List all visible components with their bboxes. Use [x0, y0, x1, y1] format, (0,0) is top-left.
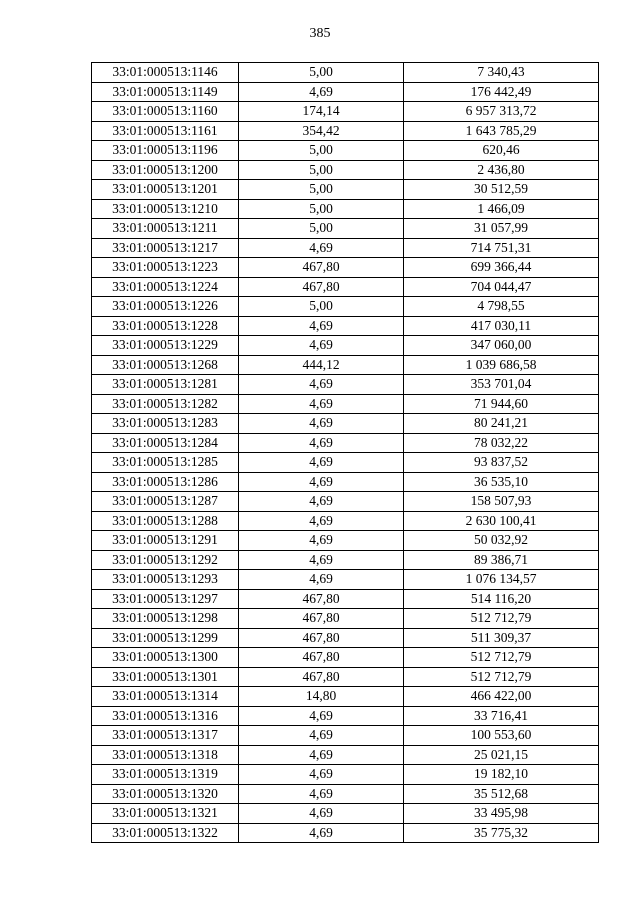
table-row [92, 453, 599, 473]
table-row [92, 258, 599, 278]
table-row [92, 355, 599, 375]
value-cell: 5,00 [239, 141, 404, 161]
amount-cell: 50 032,92 [404, 531, 599, 551]
cadastral-number-cell: 33:01:000513:1268 [92, 355, 239, 375]
value-cell: 4,69 [239, 414, 404, 434]
amount-cell: 33 495,98 [404, 804, 599, 824]
amount-cell: 36 535,10 [404, 472, 599, 492]
value-cell: 5,00 [239, 199, 404, 219]
cadastral-number-cell: 33:01:000513:1226 [92, 297, 239, 317]
amount-cell: 1 643 785,29 [404, 121, 599, 141]
table-row [92, 706, 599, 726]
cadastral-number-cell: 33:01:000513:1297 [92, 589, 239, 609]
amount-cell: 2 436,80 [404, 160, 599, 180]
table-row [92, 823, 599, 843]
cadastral-number-cell: 33:01:000513:1210 [92, 199, 239, 219]
cadastral-number-cell: 33:01:000513:1286 [92, 472, 239, 492]
value-cell: 467,80 [239, 628, 404, 648]
value-cell: 5,00 [239, 219, 404, 239]
cadastral-number-cell: 33:01:000513:1223 [92, 258, 239, 278]
cadastral-number-cell: 33:01:000513:1299 [92, 628, 239, 648]
value-cell: 4,69 [239, 726, 404, 746]
value-cell: 444,12 [239, 355, 404, 375]
table-row [92, 804, 599, 824]
cadastral-number-cell: 33:01:000513:1291 [92, 531, 239, 551]
amount-cell: 89 386,71 [404, 550, 599, 570]
value-cell: 4,69 [239, 550, 404, 570]
amount-cell: 25 021,15 [404, 745, 599, 765]
value-cell: 4,69 [239, 375, 404, 395]
value-cell: 467,80 [239, 648, 404, 668]
cadastral-number-cell: 33:01:000513:1228 [92, 316, 239, 336]
table-row [92, 102, 599, 122]
amount-cell: 699 366,44 [404, 258, 599, 278]
data-table [91, 62, 599, 843]
cadastral-number-cell: 33:01:000513:1300 [92, 648, 239, 668]
cadastral-number-cell: 33:01:000513:1224 [92, 277, 239, 297]
value-cell: 354,42 [239, 121, 404, 141]
value-cell: 4,69 [239, 804, 404, 824]
amount-cell: 347 060,00 [404, 336, 599, 356]
table-row [92, 784, 599, 804]
table-row [92, 199, 599, 219]
value-cell: 4,69 [239, 453, 404, 473]
value-cell: 174,14 [239, 102, 404, 122]
amount-cell: 4 798,55 [404, 297, 599, 317]
table-row [92, 648, 599, 668]
amount-cell: 512 712,79 [404, 648, 599, 668]
value-cell: 4,69 [239, 706, 404, 726]
value-cell: 14,80 [239, 687, 404, 707]
cadastral-number-cell: 33:01:000513:1316 [92, 706, 239, 726]
value-cell: 4,69 [239, 745, 404, 765]
cadastral-number-cell: 33:01:000513:1161 [92, 121, 239, 141]
table-body [92, 63, 599, 843]
table-row [92, 628, 599, 648]
value-cell: 4,69 [239, 82, 404, 102]
value-cell: 4,69 [239, 511, 404, 531]
cadastral-number-cell: 33:01:000513:1282 [92, 394, 239, 414]
table-row [92, 687, 599, 707]
table-row [92, 316, 599, 336]
amount-cell: 1 039 686,58 [404, 355, 599, 375]
table-row [92, 745, 599, 765]
amount-cell: 176 442,49 [404, 82, 599, 102]
cadastral-number-cell: 33:01:000513:1284 [92, 433, 239, 453]
amount-cell: 714 751,31 [404, 238, 599, 258]
value-cell: 4,69 [239, 570, 404, 590]
table-row [92, 219, 599, 239]
table-row [92, 433, 599, 453]
amount-cell: 512 712,79 [404, 609, 599, 629]
amount-cell: 33 716,41 [404, 706, 599, 726]
table-row [92, 667, 599, 687]
value-cell: 467,80 [239, 589, 404, 609]
amount-cell: 512 712,79 [404, 667, 599, 687]
table-row [92, 180, 599, 200]
value-cell: 467,80 [239, 667, 404, 687]
amount-cell: 620,46 [404, 141, 599, 161]
table-row [92, 336, 599, 356]
cadastral-number-cell: 33:01:000513:1196 [92, 141, 239, 161]
table-row [92, 589, 599, 609]
amount-cell: 158 507,93 [404, 492, 599, 512]
cadastral-number-cell: 33:01:000513:1283 [92, 414, 239, 434]
value-cell: 4,69 [239, 336, 404, 356]
table-row [92, 609, 599, 629]
amount-cell: 30 512,59 [404, 180, 599, 200]
table-row [92, 394, 599, 414]
cadastral-number-cell: 33:01:000513:1281 [92, 375, 239, 395]
value-cell: 5,00 [239, 297, 404, 317]
cadastral-number-cell: 33:01:000513:1201 [92, 180, 239, 200]
cadastral-number-cell: 33:01:000513:1200 [92, 160, 239, 180]
value-cell: 4,69 [239, 823, 404, 843]
cadastral-number-cell: 33:01:000513:1317 [92, 726, 239, 746]
amount-cell: 31 057,99 [404, 219, 599, 239]
table-row [92, 492, 599, 512]
cadastral-number-cell: 33:01:000513:1319 [92, 765, 239, 785]
value-cell: 4,69 [239, 492, 404, 512]
amount-cell: 71 944,60 [404, 394, 599, 414]
value-cell: 5,00 [239, 180, 404, 200]
amount-cell: 19 182,10 [404, 765, 599, 785]
amount-cell: 78 032,22 [404, 433, 599, 453]
amount-cell: 6 957 313,72 [404, 102, 599, 122]
cadastral-number-cell: 33:01:000513:1229 [92, 336, 239, 356]
page-number: 385 [309, 26, 331, 41]
cadastral-number-cell: 33:01:000513:1314 [92, 687, 239, 707]
cadastral-number-cell: 33:01:000513:1211 [92, 219, 239, 239]
table-row [92, 160, 599, 180]
amount-cell: 417 030,11 [404, 316, 599, 336]
amount-cell: 1 076 134,57 [404, 570, 599, 590]
amount-cell: 704 044,47 [404, 277, 599, 297]
amount-cell: 466 422,00 [404, 687, 599, 707]
table-row [92, 297, 599, 317]
table-row [92, 238, 599, 258]
table-row [92, 414, 599, 434]
value-cell: 5,00 [239, 63, 404, 83]
amount-cell: 511 309,37 [404, 628, 599, 648]
cadastral-number-cell: 33:01:000513:1160 [92, 102, 239, 122]
table-row [92, 121, 599, 141]
value-cell: 4,69 [239, 784, 404, 804]
amount-cell: 80 241,21 [404, 414, 599, 434]
table-row [92, 726, 599, 746]
value-cell: 467,80 [239, 609, 404, 629]
table-row [92, 472, 599, 492]
amount-cell: 2 630 100,41 [404, 511, 599, 531]
cadastral-number-cell: 33:01:000513:1217 [92, 238, 239, 258]
amount-cell: 100 553,60 [404, 726, 599, 746]
value-cell: 4,69 [239, 238, 404, 258]
cadastral-number-cell: 33:01:000513:1298 [92, 609, 239, 629]
cadastral-number-cell: 33:01:000513:1149 [92, 82, 239, 102]
amount-cell: 93 837,52 [404, 453, 599, 473]
table-row [92, 63, 599, 83]
value-cell: 4,69 [239, 316, 404, 336]
amount-cell: 514 116,20 [404, 589, 599, 609]
cadastral-number-cell: 33:01:000513:1301 [92, 667, 239, 687]
value-cell: 467,80 [239, 277, 404, 297]
amount-cell: 1 466,09 [404, 199, 599, 219]
table-row [92, 570, 599, 590]
cadastral-number-cell: 33:01:000513:1318 [92, 745, 239, 765]
table-row [92, 375, 599, 395]
amount-cell: 35 775,32 [404, 823, 599, 843]
cadastral-number-cell: 33:01:000513:1288 [92, 511, 239, 531]
value-cell: 4,69 [239, 472, 404, 492]
table-row [92, 550, 599, 570]
cadastral-number-cell: 33:01:000513:1146 [92, 63, 239, 83]
cadastral-number-cell: 33:01:000513:1322 [92, 823, 239, 843]
value-cell: 4,69 [239, 433, 404, 453]
amount-cell: 353 701,04 [404, 375, 599, 395]
table-row [92, 765, 599, 785]
cadastral-number-cell: 33:01:000513:1321 [92, 804, 239, 824]
cadastral-number-cell: 33:01:000513:1320 [92, 784, 239, 804]
table-row [92, 531, 599, 551]
table-row [92, 82, 599, 102]
value-cell: 4,69 [239, 765, 404, 785]
cadastral-number-cell: 33:01:000513:1287 [92, 492, 239, 512]
value-cell: 5,00 [239, 160, 404, 180]
table-row [92, 277, 599, 297]
amount-cell: 7 340,43 [404, 63, 599, 83]
value-cell: 4,69 [239, 531, 404, 551]
table-row [92, 511, 599, 531]
cadastral-number-cell: 33:01:000513:1285 [92, 453, 239, 473]
cadastral-number-cell: 33:01:000513:1293 [92, 570, 239, 590]
value-cell: 467,80 [239, 258, 404, 278]
value-cell: 4,69 [239, 394, 404, 414]
amount-cell: 35 512,68 [404, 784, 599, 804]
cadastral-number-cell: 33:01:000513:1292 [92, 550, 239, 570]
table-row [92, 141, 599, 161]
